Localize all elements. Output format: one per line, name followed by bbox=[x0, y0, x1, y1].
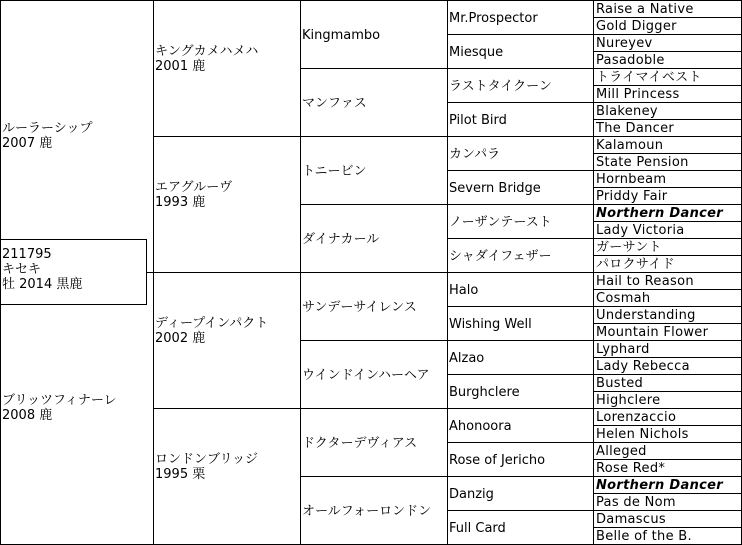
gen5-cell[interactable]: Nureyev bbox=[596, 36, 653, 51]
gen5-cell[interactable]: Belle of the B. bbox=[596, 529, 692, 544]
gen2-name: キングカメハメハ bbox=[155, 44, 259, 59]
gen5-cell[interactable]: Damascus bbox=[596, 512, 666, 527]
gen5-cell[interactable]: Priddy Fair bbox=[596, 189, 668, 204]
gen5-cell[interactable]: Alleged bbox=[596, 444, 647, 459]
gen5-cell[interactable]: State Pension bbox=[596, 155, 689, 170]
gen5-cell[interactable]: Kalamoun bbox=[596, 138, 664, 153]
gen5-cell[interactable]: Gold Digger bbox=[596, 19, 677, 34]
gen4-cell[interactable]: Mr.Prospector bbox=[449, 11, 538, 26]
table-border bbox=[0, 0, 742, 1]
gen2-cell[interactable] bbox=[155, 180, 299, 210]
gen2-name: エアグルーヴ bbox=[155, 180, 233, 195]
gen4-cell[interactable]: Rose of Jericho bbox=[449, 453, 546, 468]
gen3-cell[interactable]: ドクターデヴィアス bbox=[302, 436, 418, 451]
gen4-cell[interactable]: Halo bbox=[449, 283, 479, 298]
gen4-cell[interactable]: Wishing Well bbox=[449, 317, 532, 332]
gen4-cell[interactable]: ノーザンテースト bbox=[449, 215, 552, 230]
gen4-cell[interactable]: Alzao bbox=[449, 351, 485, 366]
gen4-cell[interactable]: ラストタイクーン bbox=[449, 79, 552, 94]
sire-name: ルーラーシップ bbox=[2, 121, 93, 136]
sire-info: 2007 鹿 bbox=[2, 136, 53, 151]
subject-horse-box[interactable] bbox=[0, 239, 147, 305]
gen5-cell[interactable]: Lady Victoria bbox=[596, 223, 685, 238]
gen5-cell-highlighted[interactable]: Northern Dancer bbox=[596, 206, 723, 221]
subject-id: 211795 bbox=[2, 247, 52, 262]
gen5-cell[interactable]: ガーサント bbox=[596, 240, 662, 255]
dam-cell[interactable] bbox=[2, 393, 150, 423]
gen5-cell[interactable]: Mill Princess bbox=[596, 87, 680, 102]
gen4-cell[interactable]: Severn Bridge bbox=[449, 181, 541, 196]
gen5-cell[interactable]: Raise a Native bbox=[596, 2, 694, 17]
gen2-info: 2001 鹿 bbox=[155, 59, 206, 74]
gen2-info: 2002 鹿 bbox=[155, 331, 206, 346]
gen2-info: 1993 鹿 bbox=[155, 195, 206, 210]
gen5-cell[interactable]: Highclere bbox=[596, 393, 661, 408]
gen5-cell[interactable]: Busted bbox=[596, 376, 644, 391]
gen3-cell[interactable]: Kingmambo bbox=[302, 28, 381, 43]
gen5-cell[interactable]: Mountain Flower bbox=[596, 325, 709, 340]
gen4-cell[interactable]: カンパラ bbox=[449, 147, 501, 162]
gen5-cell[interactable]: Lady Rebecca bbox=[596, 359, 690, 374]
gen5-cell[interactable]: トライマイベスト bbox=[596, 70, 702, 85]
gen2-info: 1995 栗 bbox=[155, 467, 206, 482]
gen2-name: ディープインパクト bbox=[155, 316, 269, 331]
gen5-cell[interactable]: Hornbeam bbox=[596, 172, 667, 187]
gen5-cell[interactable]: Lyphard bbox=[596, 342, 650, 357]
gen5-cell[interactable]: Understanding bbox=[596, 308, 696, 323]
subject-name: キセキ bbox=[2, 262, 42, 277]
gen5-cell[interactable]: Pasadoble bbox=[596, 53, 665, 68]
gen5-cell[interactable]: パロクサイド bbox=[596, 257, 675, 272]
gen3-cell[interactable]: トニービン bbox=[302, 164, 367, 179]
gen3-cell[interactable]: オールフォーロンドン bbox=[302, 504, 432, 519]
gen5-cell[interactable]: Lorenzaccio bbox=[596, 410, 677, 425]
gen2-cell[interactable] bbox=[155, 316, 299, 346]
gen4-cell[interactable]: Burghclere bbox=[449, 385, 520, 400]
gen5-cell[interactable]: Pas de Nom bbox=[596, 495, 676, 510]
gen3-cell[interactable]: サンデーサイレンス bbox=[302, 300, 417, 315]
dam-name: ブリッツフィナーレ bbox=[2, 393, 117, 408]
sire-cell[interactable] bbox=[2, 121, 150, 151]
gen2-cell[interactable] bbox=[155, 452, 299, 482]
gen4-cell[interactable]: Full Card bbox=[449, 521, 506, 536]
gen4-cell[interactable]: Ahonoora bbox=[449, 419, 512, 434]
gen5-cell[interactable]: Blakeney bbox=[596, 104, 658, 119]
gen5-cell[interactable]: The Dancer bbox=[596, 121, 675, 136]
gen5-cell-highlighted[interactable]: Northern Dancer bbox=[596, 478, 723, 493]
gen3-cell[interactable]: マンファス bbox=[302, 96, 367, 111]
dam-info: 2008 鹿 bbox=[2, 408, 53, 423]
gen2-name: ロンドンブリッジ bbox=[155, 452, 258, 467]
gen2-cell[interactable] bbox=[155, 44, 299, 74]
gen4-cell[interactable]: シャダイフェザー bbox=[449, 249, 552, 264]
gen4-cell[interactable]: Pilot Bird bbox=[449, 113, 507, 128]
gen3-cell[interactable]: ダイナカール bbox=[302, 232, 380, 247]
gen4-cell[interactable]: Miesque bbox=[449, 45, 504, 60]
gen5-cell[interactable]: Rose Red* bbox=[596, 461, 666, 476]
subject-info: 牡 2014 黒鹿 bbox=[2, 277, 83, 292]
gen5-cell[interactable]: Helen Nichols bbox=[596, 427, 689, 442]
gen3-cell[interactable]: ウインドインハーヘア bbox=[302, 368, 430, 383]
gen4-cell[interactable]: Danzig bbox=[449, 487, 494, 502]
gen5-cell[interactable]: Hail to Reason bbox=[596, 274, 694, 289]
gen5-cell[interactable]: Cosmah bbox=[596, 291, 651, 306]
